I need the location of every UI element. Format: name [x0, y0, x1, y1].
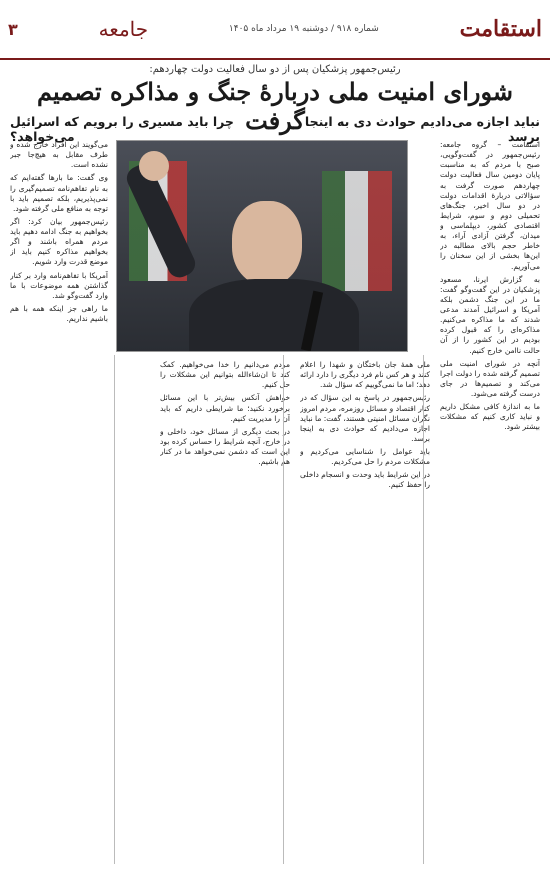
- paragraph: رئیس‌جمهور بیان کرد: اگر بخواهیم به جنگ ادامه دهیم باید مردم همراه باشند و اگر بخواهیم مذاکره کنیم باید از موضع قدرت وارد شویم.: [10, 216, 108, 267]
- paragraph: به گزارش ایرنا، مسعود پزشکیان در این گفت‌وگو گفت: ما در این جنگ دشمن بلکه آمریکا و اسرائیل آمدند مدعی شدند که ما مذاکره می‌کنیم. مذاکره‌ای را که قبول کرده بودیم در این کشور را از آن حالت ناامن خارج کنیم.: [440, 274, 540, 355]
- hand: [139, 151, 169, 181]
- article-headline: شورای امنیت ملی دربارهٔ جنگ و مذاکره تصمیم گرفت: [37, 77, 513, 135]
- paragraph: آنچه در شورای امنیت ملی تصمیم گرفته شده را دولت اجرا می‌کند و تصمیم‌ها در جای درست گرفته می‌شود.: [440, 358, 540, 398]
- paragraph: ما به اندازهٔ کافی مشکل داریم و نباید کاری کنیم که مشکلات بیشتر شود.: [440, 402, 540, 432]
- paragraph: استقامت – گروه جامعه: رئیس‌جمهور در گفت‌وگویی، صبح با مردم که به مناسبت پایان دومین سال فعالیت دولت چهاردهم صورت گرفت به سؤالاتی دربارهٔ اقدامات دولت در دو سال اخیر، جنگ‌های تحمیلی دوم و سوم، شرایط اقتصادی کشور، دیپلماسی و میدان، گرفتن آزادی آراء، به خاطر حجم بالای مطالبه در این‌ها بخشی از این سخنان را می‌آوریم.: [440, 140, 540, 271]
- paragraph: خواهش آنکس بیش‌تر با این مسائل برخورد نکنید؛ ما شرایطی داریم که باید آن را مدیریت کنیم.: [160, 393, 290, 423]
- subheadline-left: چرا باید مسیری را برویم که اسرائیل می‌خواهد؟: [10, 114, 234, 144]
- paragraph: مردم می‌دانیم را خدا می‌خواهیم. کمک کند تا ان‌شاءالله بتوانیم این مشکلات را حل کنیم.: [160, 360, 290, 390]
- newspaper-masthead: استقامت: [459, 16, 542, 42]
- speaker-head: [232, 201, 302, 285]
- column-1: [440, 140, 540, 862]
- column-2: [300, 360, 430, 860]
- paragraph: آمریکا با تفاهم‌نامه وارد بر کنار گذاشتن همه موضوعات با ما وارد گفت‌وگو شد.: [10, 270, 108, 300]
- column-4: [10, 140, 108, 862]
- subheadline-right: نباید اجازه می‌دادیم حوادث دی به اینجا برسد: [304, 114, 540, 144]
- paragraph: وی گفت: ما بارها گفته‌ایم که به نام تفاهم‌نامه تصمیم‌گیری را نمی‌پذیریم، بلکه تصمیم باید با توجه به منافع ملی گرفته شود.: [10, 173, 108, 213]
- speaker-body: [189, 279, 359, 352]
- paragraph: باید عوامل را شناسایی می‌کردیم و مشکلات مردم را حل می‌کردیم.: [300, 447, 430, 467]
- section-name: جامعه: [98, 17, 149, 41]
- issue-date: شماره ۹۱۸ / دوشنبه ۱۹ مرداد ماه ۱۴۰۵: [228, 24, 379, 34]
- paragraph: در این شرایط باید وحدت و انسجام داخلی را حفظ کنیم.: [300, 470, 430, 490]
- flag-image: [322, 171, 392, 291]
- article-photo: [116, 140, 408, 352]
- column-divider: [283, 355, 284, 864]
- paragraph: ملی همهٔ جان باختگان و شهدا را اعلام کنند و هر کس نام فرد دیگری را دارد ارائه دهد؛ اما ما نمی‌گوییم که سؤال شد.: [300, 360, 430, 390]
- paragraph: در بحث دیگری از مسائل خود، داخلی و در خارج، آنچه شرایط را حساس کرده بود این است که دشمن نمی‌خواهد ما در کنار هم باشیم.: [160, 426, 290, 467]
- paragraph: ما راهی جز اینکه همه با هم باشیم نداریم.: [10, 303, 108, 323]
- column-3: [160, 360, 290, 860]
- article-kicker: رئیس‌جمهور پزشکیان پس از دو سال فعالیت دولت چهاردهم:: [149, 64, 401, 75]
- column-divider: [423, 355, 424, 864]
- page-number: ۳: [8, 19, 18, 39]
- page-header: [0, 0, 550, 60]
- paragraph: می‌گویند این افراد خارج شده و طرف مقابل به هیچ‌جا جبر نشده است.: [10, 140, 108, 170]
- paragraph: رئیس‌جمهور در پاسخ به این سؤال که در کنار اقتصاد و مسائل روزمره، مردم امروز نگران مسائل امنیتی هستند، گفت: ما نباید اجازه می‌دادیم که حوادث دی به اینجا برسد.: [300, 393, 430, 443]
- column-divider: [114, 355, 115, 864]
